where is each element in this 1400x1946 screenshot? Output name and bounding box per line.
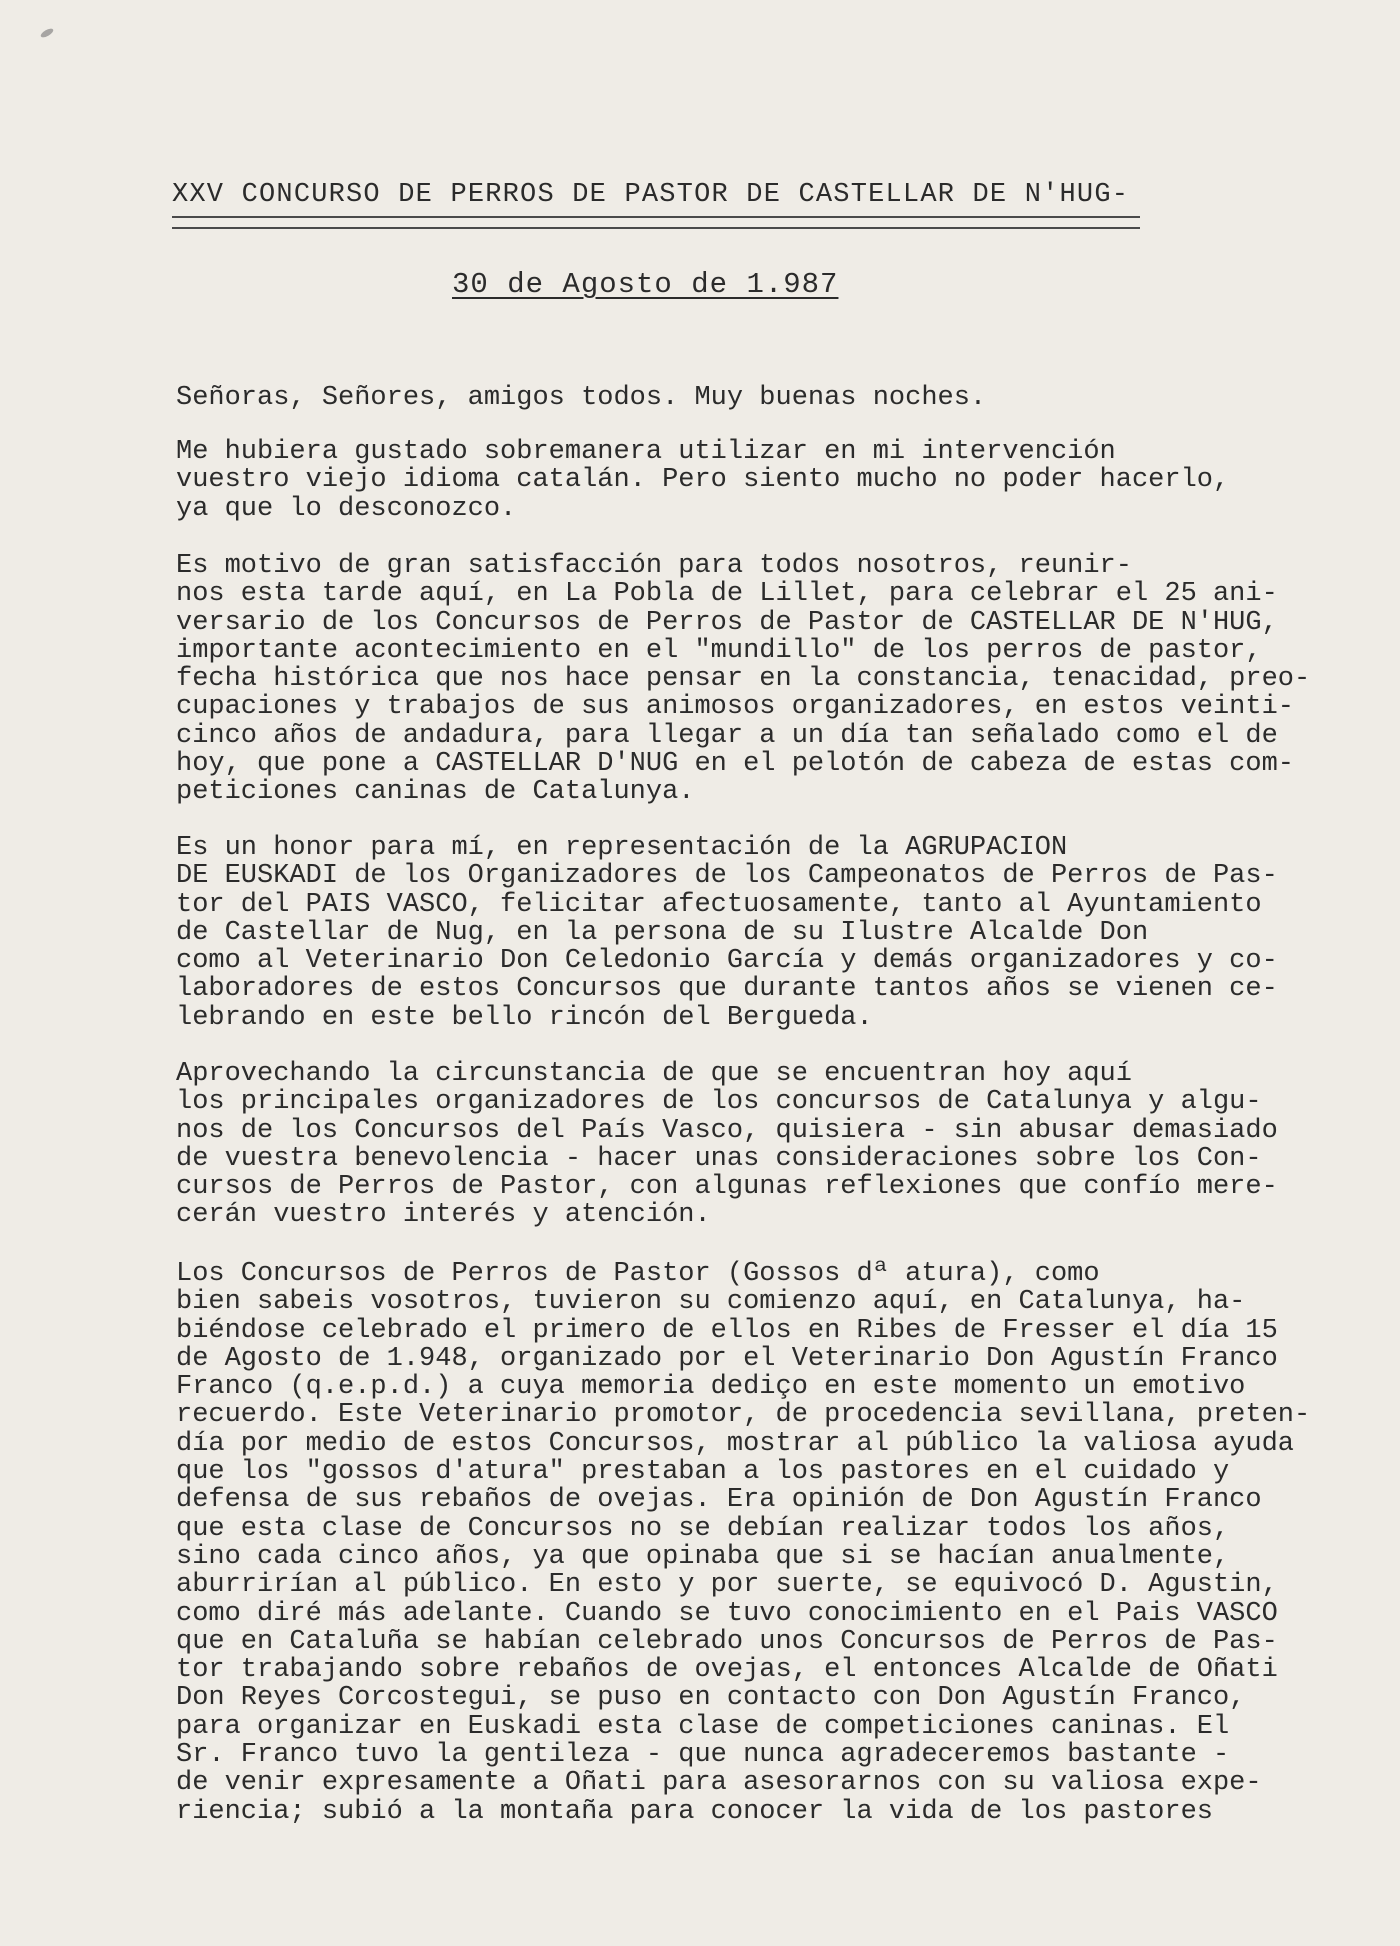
paragraph-3: Es un honor para mí, en representación de la AGRUPACION DE EUSKADI de los Organizadores de los Campeonatos de Perros de Pas- tor del PAIS VASCO, felicitar afectuosamente, tanto al Ayuntamiento de Castellar de Nug, en la persona de su Ilustre Alcalde Don como al Veterinario Don Celedonio García y demás organizadores y co- laboradores de estos Concursos que durante tantos años se vienen ce- lebrando en este bello rincón del Bergueda. (176, 833, 1278, 1033)
document-title: XXV CONCURSO DE PERROS DE PASTOR DE CASTELLAR DE N'HUG- (172, 180, 1130, 210)
document-date: 30 de Agosto de 1.987 (452, 268, 839, 301)
paragraph-1: Me hubiera gustado sobremanera utilizar en mi intervención vuestro viejo idioma catalán. Pero siento mucho no poder hacerlo, ya que lo desconozco. (176, 437, 1230, 524)
paragraph-2: Es motivo de gran satisfacción para todos nosotros, reunir- nos esta tarde aquí, en La Pobla de Lillet, para celebrar el 25 ani- versario de los Concursos de Perros de Pastor de CASTELLAR DE N'HUG, importante acontecimiento en el "mundillo" de los perros de pastor, fecha histórica que nos hace pensar en la constancia, tenacidad, preo- cupaciones y trabajos de sus animosos organizadores, en estos veinti- cinco años de andadura, para llegar a un día tan señalado como el de hoy, que pone a CASTELLAR D'NUG en el pelotón de cabeza de estas com- peticiones caninas de Catalunya. (176, 551, 1311, 808)
greeting-line: Señoras, Señores, amigos todos. Muy buenas noches. (176, 383, 987, 413)
paragraph-4: Aprovechando la circunstancia de que se encuentran hoy aquí los principales organizadores de los concursos de Catalunya y algu- nos de los Concursos del País Vasco, quisiera - sin abusar demasiado de vuestra benevolencia - hacer unas consideraciones sobre los Con- cursos de Perros de Pastor, con algunas reflexiones que confío mere- cerán vuestro interés y atención. (176, 1059, 1278, 1231)
ink-speck (39, 27, 54, 39)
title-double-underline (172, 216, 1140, 229)
paragraph-5: Los Concursos de Perros de Pastor (Gossos dª atura), como bien sabeis vosotros, tuvieron su comienzo aquí, en Catalunya, ha- biéndose celebrado el primero de ellos en Ribes de Fresser el día 15 de Agosto de 1.948, organizado por el Veterinario Don Agustín Franco Franco (q.e.p.d.) a cuya memoria dediço en este momento un emotivo recuerdo. Este Veterinario promotor, de procedencia sevillana, preten- día por medio de estos Concursos, mostrar al público la valiosa ayuda que los "gossos d'atura" prestaban a los pastores en el cuidado y defensa de sus rebaños de ovejas. Era opinión de Don Agustín Franco que esta clase de Concursos no se debían realizar todos los años, sino cada cinco años, ya que opinaba que si se hacían anualmente, aburrirían al público. En esto y por suerte, se equivocó D. Agustin, como diré más adelante. Cuando se tuvo conocimiento en el Pais VASCO que en Cataluña se habían celebrado unos Concursos de Perros de Pas- tor trabajando sobre rebaños de ovejas, el entonces Alcalde de Oñati Don Reyes Corcostegui, se puso en contacto con Don Agustín Franco, para organizar en Euskadi esta clase de competiciones caninas. El Sr. Franco tuvo la gentileza - que nunca agradeceremos bastante - de venir expresamente a Oñati para asesorarnos con su valiosa expe- riencia; subió a la montaña para conocer la vida de los pastores (176, 1259, 1311, 1827)
